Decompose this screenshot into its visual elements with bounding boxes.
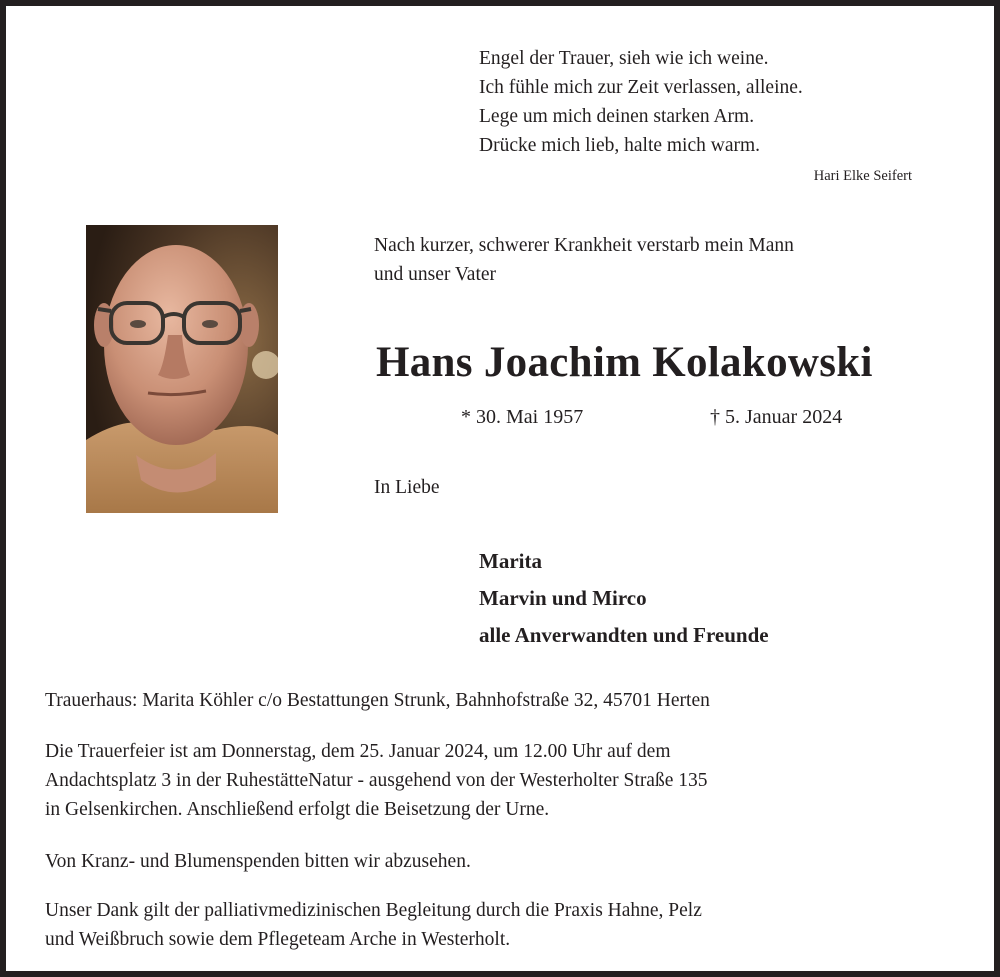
thanks-line: und Weißbruch sowie dem Pflegeteam Arche in Westerholt. — [45, 929, 511, 950]
intro-text — [374, 231, 794, 289]
poem-line: Engel der Trauer, sieh wie ich weine. — [479, 48, 769, 69]
poem — [479, 44, 803, 160]
ceremony-line: Andachtsplatz 3 in der RuhestätteNatur - ausgehend von der Westerholter Straße 135 — [45, 770, 708, 791]
thanks-note — [45, 896, 702, 954]
intro-line: Nach kurzer, schwerer Krankheit verstarb mein Mann — [374, 235, 794, 256]
mourner: alle Anverwandten und Freunde — [479, 623, 769, 647]
thanks-line: Unser Dank gilt der palliativmedizinischen Begleitung durch die Praxis Hahne, Pelz — [45, 900, 702, 921]
closing-phrase: In Liebe — [374, 477, 440, 498]
flowers-note: Von Kranz- und Blumenspenden bitten wir abzusehen. — [45, 851, 471, 872]
intro-line: und unser Vater — [374, 264, 497, 285]
poem-line: Lege um mich deinen starken Arm. — [479, 106, 755, 127]
mourners-list — [479, 543, 769, 654]
mourner: Marita — [479, 549, 542, 573]
ceremony-info — [45, 737, 708, 824]
trauerhaus-address: Trauerhaus: Marita Köhler c/o Bestattungen Strunk, Bahnhofstraße 32, 45701 Herten — [45, 690, 710, 711]
portrait-photo — [86, 225, 278, 513]
death-date: † 5. Januar 2024 — [710, 406, 843, 428]
ceremony-line: Die Trauerfeier ist am Donnerstag, dem 25. Januar 2024, um 12.00 Uhr auf dem — [45, 741, 671, 762]
deceased-name: Hans Joachim Kolakowski — [376, 339, 873, 386]
mourner: Marvin und Mirco — [479, 586, 647, 610]
ceremony-line: in Gelsenkirchen. Anschließend erfolgt die Beisetzung der Urne. — [45, 799, 550, 820]
birth-date: * 30. Mai 1957 — [461, 406, 584, 428]
poem-line: Ich fühle mich zur Zeit verlassen, alleine. — [479, 77, 803, 98]
poem-author: Hari Elke Seifert — [813, 168, 912, 184]
poem-line: Drücke mich lieb, halte mich warm. — [479, 135, 761, 156]
